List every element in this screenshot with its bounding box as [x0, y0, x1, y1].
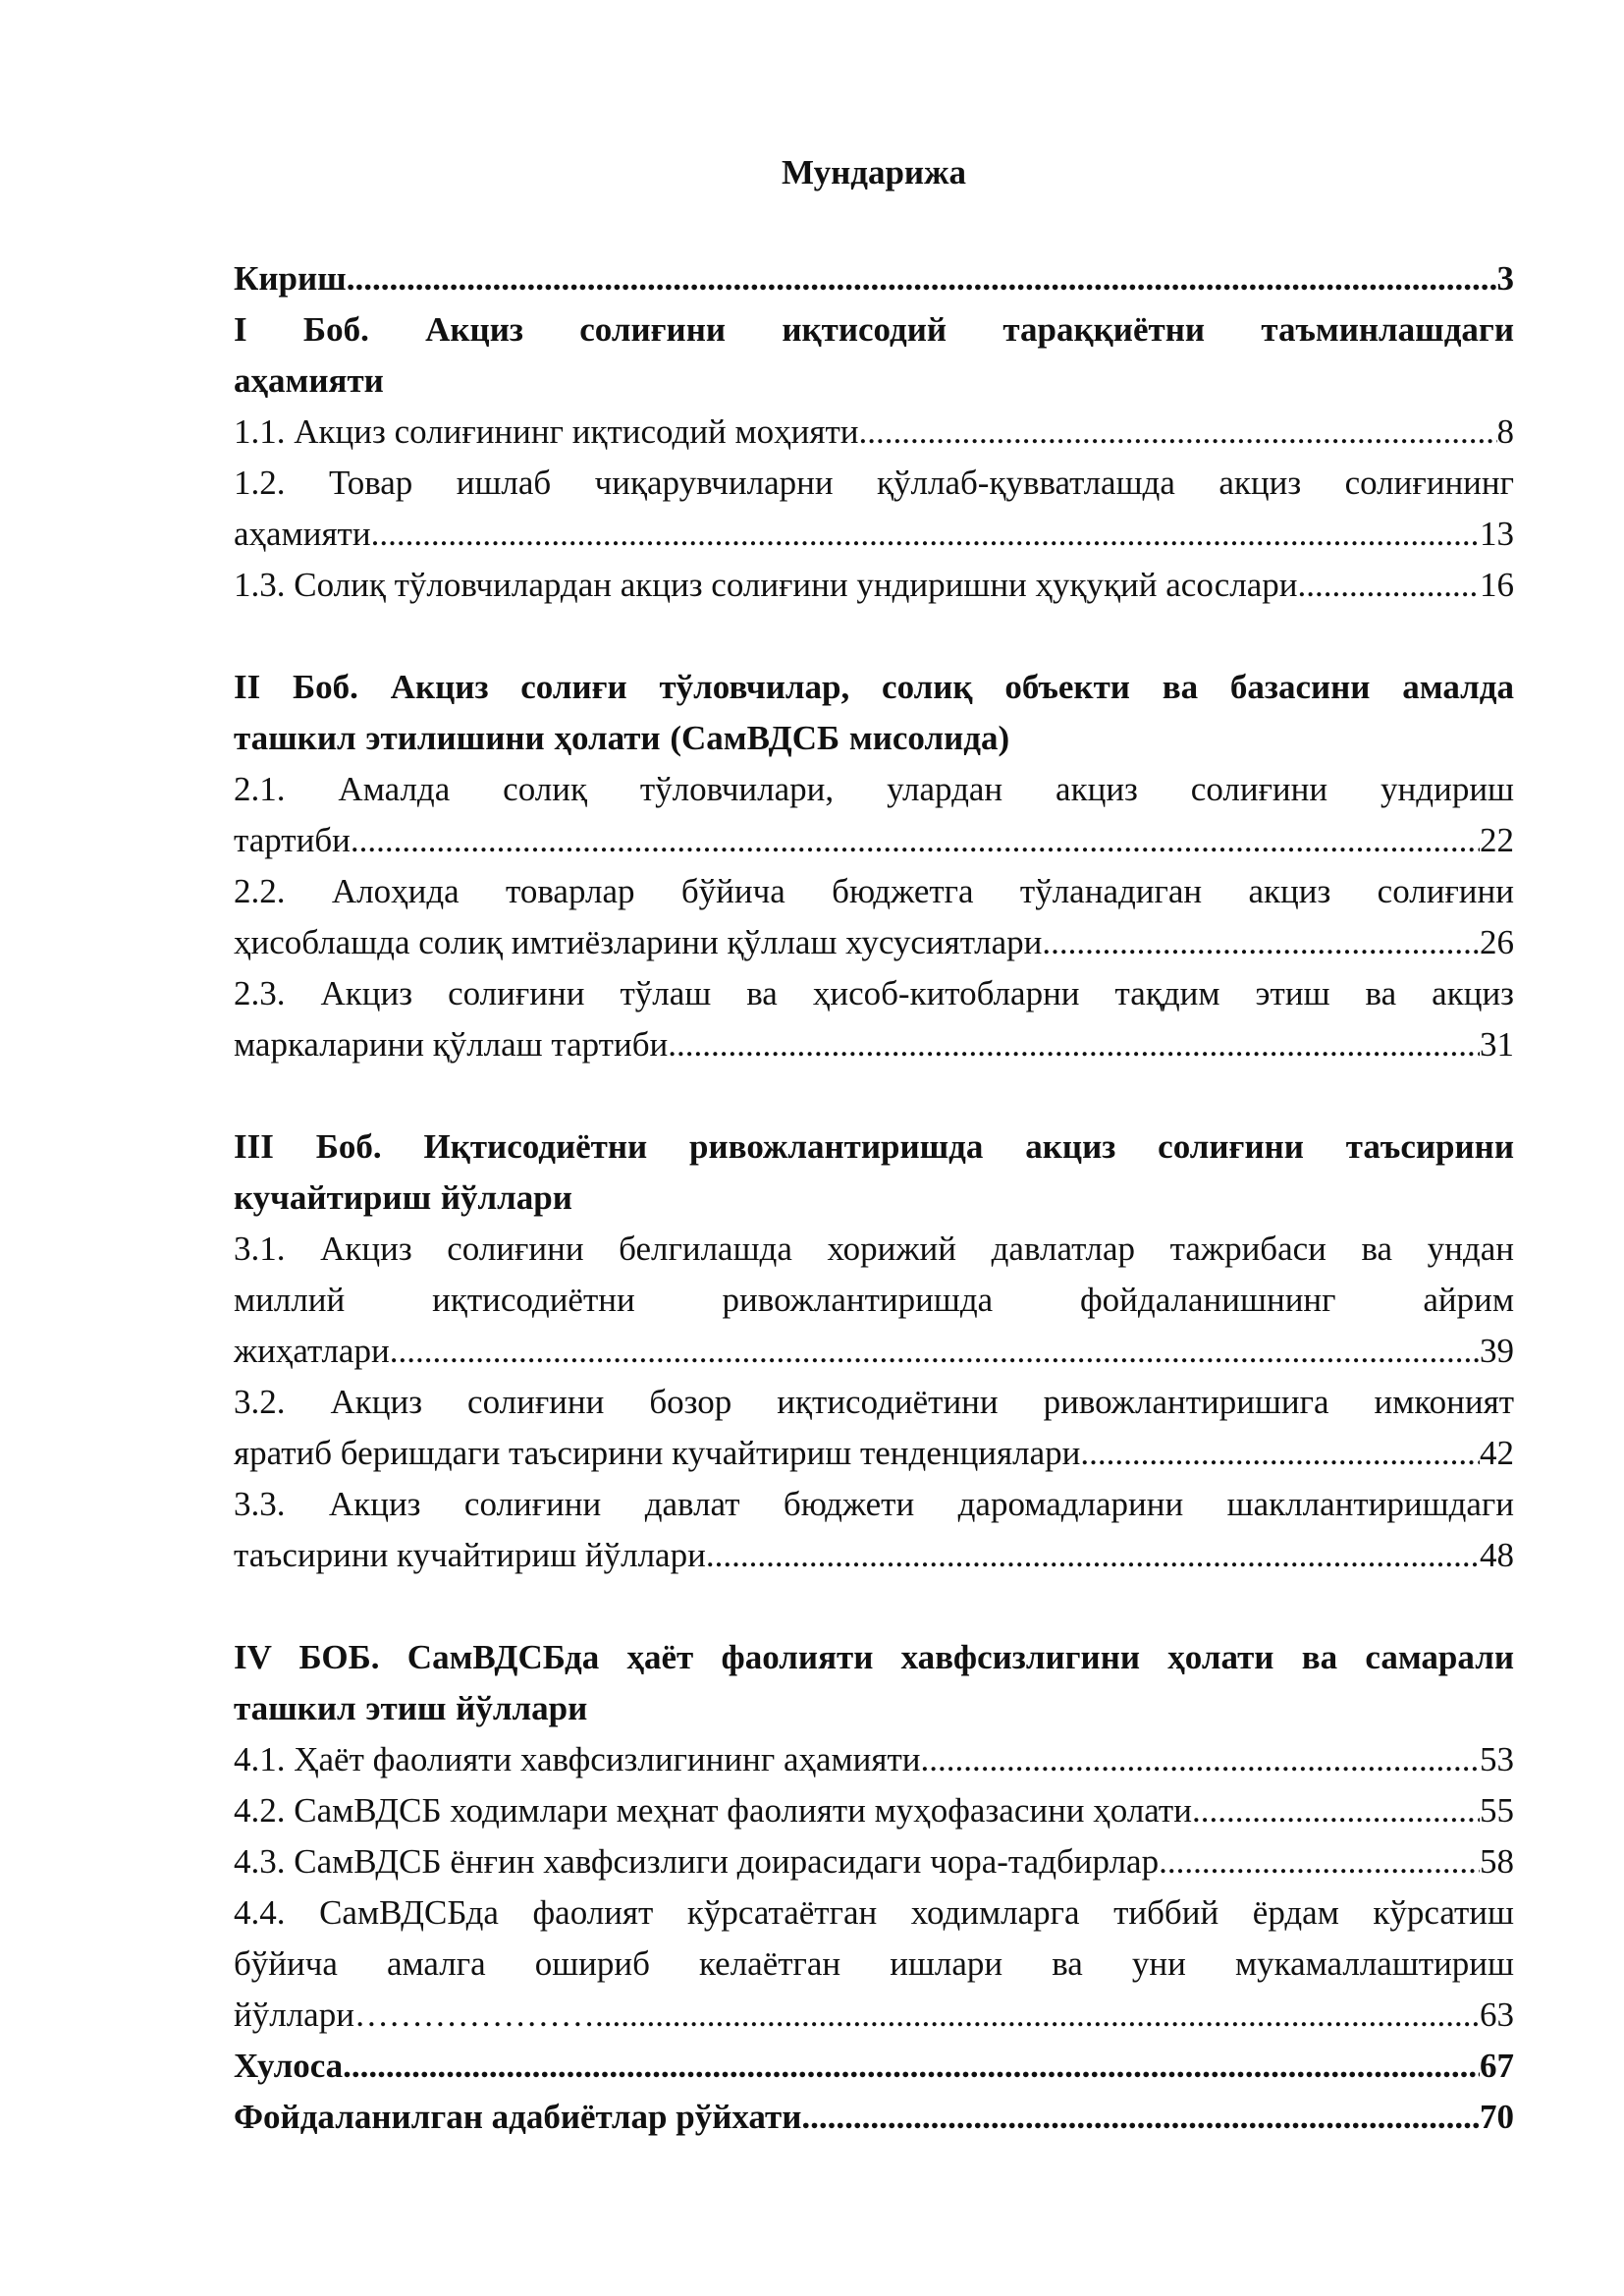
leader-dots	[668, 1019, 1480, 1070]
leader-dots	[801, 2092, 1480, 2143]
toc-entry-line: миллий иқтисодиётни ривожлантиришда фойдаланишнинг айрим	[234, 1281, 1514, 1319]
toc-page-number: 3	[1496, 259, 1514, 298]
toc-entry-text: таъсирини кучайтириш йўллари	[234, 1536, 706, 1574]
toc-entry-text: йўллари…………………	[234, 1995, 595, 2034]
toc-entry-text: Фойдаланилган адабиётлар рўйхати	[234, 2098, 802, 2136]
leader-dots	[390, 1326, 1480, 1377]
toc-entry-intro[interactable]	[234, 253, 1514, 304]
toc-page-number: 42	[1480, 1434, 1514, 1472]
toc-page-number: 13	[1480, 515, 1514, 553]
toc-entry-3-2[interactable]	[234, 1377, 1514, 1479]
leader-dots	[1080, 1428, 1480, 1479]
document-page	[234, 147, 1514, 2143]
toc-entry-1-2[interactable]	[234, 458, 1514, 560]
chapter-heading-line[interactable]: ташкил этилишини ҳолати (СамВДСБ мисолида)	[234, 719, 1010, 757]
leader-dots	[1297, 560, 1480, 611]
leader-dots	[1042, 917, 1480, 968]
toc-page-number: 48	[1480, 1536, 1514, 1574]
toc-entry-3-3[interactable]	[234, 1479, 1514, 1581]
leader-dots	[1192, 1785, 1480, 1836]
toc-entry-2-2[interactable]	[234, 866, 1514, 968]
toc-page-number: 31	[1480, 1025, 1514, 1064]
toc-page-number: 67	[1480, 2047, 1514, 2085]
leader-dots	[859, 407, 1497, 458]
toc-entry-text: яратиб беришдаги таъсирини кучайтириш тенденциялари	[234, 1434, 1081, 1472]
toc-entry-text: жиҳатлари	[234, 1332, 390, 1370]
toc-entry-text: 1.1. Акциз солиғининг иқтисодий моҳияти	[234, 412, 859, 451]
toc-entry-line: 2.3. Акциз солиғини тўлаш ва ҳисоб-китобларни тақдим этиш ва акциз	[234, 974, 1514, 1012]
toc-page-number: 22	[1480, 821, 1514, 859]
leader-dots	[1159, 1836, 1480, 1887]
toc-entry-line: 2.2. Алоҳида товарлар бўйича бюджетга тўланадиган акциз солиғини	[234, 872, 1514, 910]
chapter-heading-line[interactable]: II Боб. Акциз солиғи тўловчилар, солиқ объекти ва базасини амалда	[234, 668, 1514, 706]
toc-entry-text: Хулоса	[234, 2047, 344, 2085]
toc-entry-2-3[interactable]	[234, 968, 1514, 1070]
toc-entry-text: маркаларини қўллаш тартиби	[234, 1025, 669, 1064]
toc-entry-text: 4.1. Ҳаёт фаолияти хавфсизлигининг аҳамияти	[234, 1740, 921, 1778]
toc-entry-text: аҳамияти	[234, 515, 371, 553]
chapter-heading-line[interactable]: ташкил этиш йўллари	[234, 1689, 588, 1727]
chapter-heading-line[interactable]: кучайтириш йўллари	[234, 1178, 572, 1217]
toc-entry-2-1[interactable]	[234, 764, 1514, 866]
toc-page-number: 53	[1480, 1740, 1514, 1778]
leader-dots	[343, 2041, 1480, 2092]
chapter-2	[234, 662, 1514, 1070]
toc-entry-4-1[interactable]	[234, 1734, 1514, 1785]
toc-entry-references[interactable]	[234, 2092, 1514, 2143]
leader-dots	[706, 1530, 1480, 1581]
toc-entry-text: 4.2. СамВДСБ ходимлари меҳнат фаолияти муҳофазасини ҳолати	[234, 1791, 1192, 1830]
leader-dots	[351, 815, 1480, 866]
toc-entry-4-4[interactable]	[234, 1887, 1514, 2041]
toc-entry-line: 3.3. Акциз солиғини давлат бюджети даромадларини шакллантиришдаги	[234, 1485, 1514, 1523]
toc-entry-line: 2.1. Амалда солиқ тўловчилари, улардан акциз солиғини ундириш	[234, 770, 1514, 808]
chapter-heading-line[interactable]: IV БОБ. СамВДСБда ҳаёт фаолияти хавфсизлигини ҳолати ва самарали	[234, 1638, 1514, 1676]
toc-page-number: 58	[1480, 1842, 1514, 1881]
toc-entry-line: 3.1. Акциз солиғини белгилашда хорижий давлатлар тажрибаси ва ундан	[234, 1230, 1514, 1268]
toc-entry-line: бўйича амалга ошириб келаётган ишлари ва уни мукамаллаштириш	[234, 1944, 1514, 1983]
toc-page-number: 70	[1480, 2098, 1514, 2136]
leader-dots	[921, 1734, 1480, 1785]
toc-entry-line: 4.4. СамВДСБда фаолият кўрсатаётган ходимларга тиббий ёрдам кўрсатиш	[234, 1893, 1514, 1932]
chapter-3	[234, 1121, 1514, 1581]
chapter-heading-line[interactable]: аҳамияти	[234, 361, 384, 400]
toc-page-number: 63	[1480, 1995, 1514, 2034]
leader-dots	[371, 509, 1480, 560]
toc-entry-text: тартиби	[234, 821, 351, 859]
toc-page-number: 26	[1480, 923, 1514, 961]
toc-entry-text: 4.3. СамВДСБ ёнғин хавфсизлиги доирасидаги чора-тадбирлар	[234, 1842, 1160, 1881]
toc-entry-3-1[interactable]	[234, 1224, 1514, 1377]
toc-entry-text: Кириш	[234, 259, 347, 298]
toc-page-number: 39	[1480, 1332, 1514, 1370]
toc-entry-text: 1.3. Солиқ тўловчилардан акциз солиғини ундиришни ҳуқуқий асослари	[234, 566, 1298, 604]
toc-entry-text: ҳисоблашда солиқ имтиёзларини қўллаш хусусиятлари	[234, 923, 1043, 961]
toc-entry-1-3[interactable]	[234, 560, 1514, 611]
toc-entry-line: 1.2. Товар ишлаб чиқарувчиларни қўллаб-қувватлашда акциз солиғининг	[234, 464, 1514, 502]
toc-page-number: 16	[1480, 566, 1514, 604]
chapter-1	[234, 304, 1514, 611]
toc-entry-line: 3.2. Акциз солиғини бозор иқтисодиётини ривожлантиришига имконият	[234, 1383, 1514, 1421]
toc-title: Мундарижа	[782, 153, 966, 191]
toc-page-number: 8	[1496, 412, 1514, 451]
toc-entry-conclusion[interactable]	[234, 2041, 1514, 2092]
toc-entry-4-3[interactable]	[234, 1836, 1514, 1887]
leader-dots	[595, 1990, 1480, 2041]
toc-page-number: 55	[1480, 1791, 1514, 1830]
chapter-heading-line[interactable]: I Боб. Акциз солиғини иқтисодий тараққиётни таъминлашдаги	[234, 310, 1514, 349]
leader-dots	[347, 253, 1497, 304]
toc-entry-1-1[interactable]	[234, 407, 1514, 458]
chapter-heading-line[interactable]: III Боб. Иқтисодиётни ривожлантиришда акциз солиғини таъсирини	[234, 1127, 1514, 1166]
chapter-4	[234, 1632, 1514, 2041]
toc-entry-4-2[interactable]	[234, 1785, 1514, 1836]
